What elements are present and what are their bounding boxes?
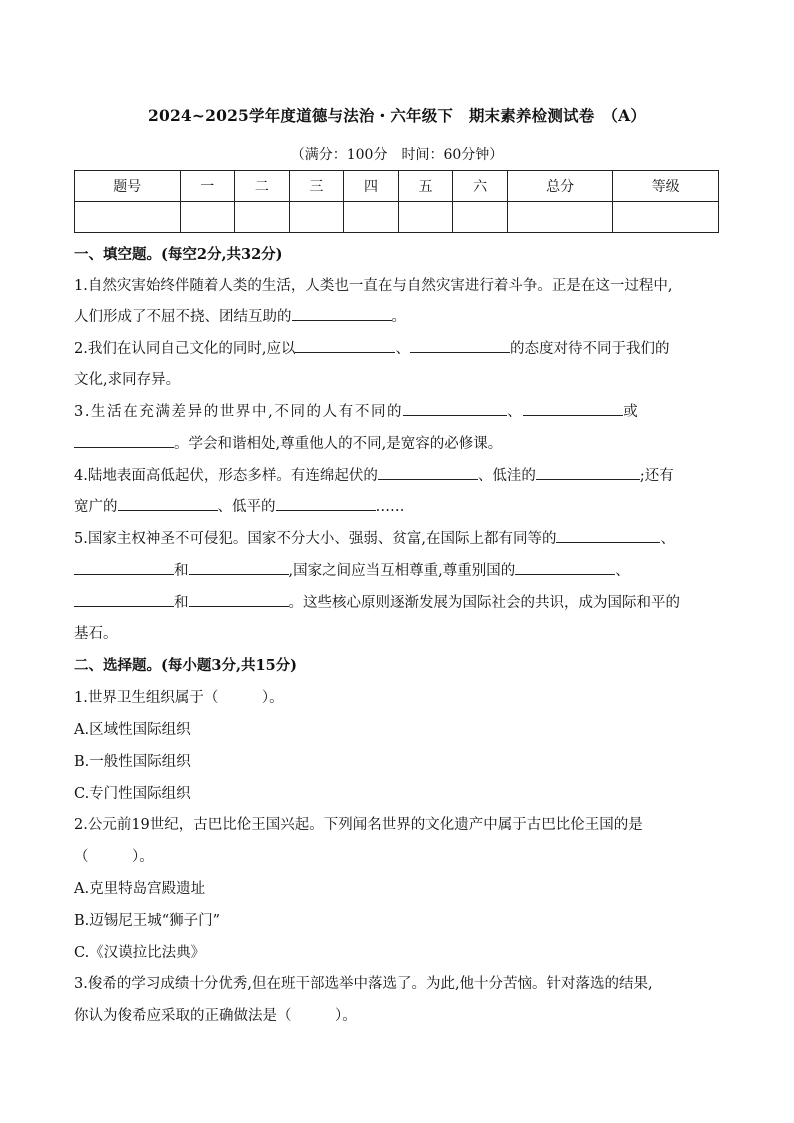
fill-q3-or: 或 (623, 404, 640, 420)
score-table-header: 六 (453, 171, 508, 202)
answer-blank[interactable] (292, 306, 392, 321)
score-cell (453, 202, 508, 233)
answer-blank[interactable] (556, 528, 660, 543)
score-table-header: 五 (398, 171, 453, 202)
choice-q1-option-a[interactable]: A.区域性国际组织 (74, 722, 191, 738)
score-table-header: 等级 (613, 171, 719, 202)
fill-q5-line1 (74, 527, 675, 548)
fill-q4-flat: 、低平的 (217, 499, 276, 515)
section-2-heading: 二、选择题。(每小题3分,共15分) (74, 657, 298, 674)
score-table-header: 题号 (75, 171, 181, 202)
choice-q2-option-c[interactable]: C.《汉谟拉比法典》 (74, 945, 206, 961)
score-cell (344, 202, 399, 233)
choice-q1-option-b[interactable]: B.一般性国际组织 (74, 754, 191, 770)
answer-blank[interactable] (189, 592, 289, 607)
score-table-header: 三 (289, 171, 344, 202)
score-table-header: 二 (235, 171, 290, 202)
fill-q4-text: 4.陆地表面高低起伏，形态多样。有连绵起伏的 (74, 468, 378, 484)
score-cell (235, 202, 290, 233)
fill-q3-cont: 。学会和谐相处,尊重他人的不同,是宽容的必修课。 (174, 436, 503, 452)
score-cell (180, 202, 235, 233)
fill-q1-text: 人们形成了不屈不挠、团结互助的 (74, 309, 292, 325)
fill-q2-line2: 文化,求同存异。 (74, 372, 181, 388)
fill-q5-line4: 基石。 (74, 626, 118, 642)
fill-q2-sep: 、 (395, 341, 410, 357)
score-table (74, 170, 719, 233)
score-cell (289, 202, 344, 233)
fill-q4-ellipsis: …… (375, 499, 405, 515)
answer-blank[interactable] (118, 496, 218, 511)
score-cell (398, 202, 453, 233)
score-table-header: 四 (344, 171, 399, 202)
fill-q5-text: 5.国家主权神圣不可侵犯。国家不分大小、强弱、贫富,在国际上都有同等的 (74, 531, 557, 547)
answer-blank[interactable] (74, 560, 174, 575)
exam-title: 2024~2025学年度道德与法治・六年级下 期末素养检测试卷 （A） (147, 106, 647, 125)
fill-q5-line3 (74, 591, 680, 612)
fill-q1-line1: 1.自然灾害始终伴随着人类的生活，人类也一直在与自然灾害进行着斗争。正是在这一过程中, (74, 278, 673, 294)
fill-q2-line1 (74, 337, 669, 358)
fill-q4-low: 、低洼的 (477, 468, 536, 484)
fill-q5-line2 (74, 559, 630, 580)
answer-blank[interactable] (523, 401, 623, 416)
fill-q4-line2 (74, 495, 405, 516)
choice-q2-stem-line1: 2.公元前19世纪，古巴比伦王国兴起。下列闻名世界的文化遗产中属于古巴比伦王国的是 (74, 817, 643, 833)
exam-subtitle: （满分：100分 时间：60分钟） (290, 147, 504, 163)
answer-blank[interactable] (189, 560, 289, 575)
fill-q2-text: 2.我们在认同自己文化的同时,应以 (74, 341, 296, 357)
answer-blank[interactable] (403, 401, 507, 416)
score-table-header-row (75, 171, 719, 202)
answer-blank[interactable] (295, 338, 395, 353)
fill-q4-wide: 宽广的 (74, 499, 118, 515)
fill-q5-sep: 、 (660, 531, 675, 547)
fill-q4-also: ;还有 (639, 468, 674, 484)
answer-blank[interactable] (515, 560, 615, 575)
answer-blank[interactable] (276, 496, 376, 511)
score-cell (507, 202, 613, 233)
choice-q3-stem-line1: 3.俊希的学习成绩十分优秀,但在班干部选举中落选了。为此,他十分苦恼。针对落选的结果, (74, 976, 653, 992)
fill-q5-cont: ,国家之间应当互相尊重,尊重别国的 (288, 563, 516, 579)
choice-q1-stem: 1.世界卫生组织属于（ ）。 (74, 690, 284, 706)
section-1-heading: 一、填空题。(每空2分,共32分) (74, 246, 283, 263)
fill-q3-sep: 、 (507, 404, 524, 420)
fill-q1-line2 (74, 305, 406, 326)
fill-q5-and: 和 (174, 563, 189, 579)
score-table-header: 一 (180, 171, 235, 202)
score-table-header: 总分 (507, 171, 613, 202)
fill-q5-and2: 和 (174, 595, 189, 611)
answer-blank[interactable] (74, 433, 174, 448)
fill-q3-text: 3.生活在充满差异的世界中,不同的人有不同的 (74, 404, 404, 420)
choice-q3-stem-line2: 你认为俊希应采取的正确做法是（ ）。 (74, 1008, 357, 1024)
choice-q2-option-a[interactable]: A.克里特岛宫殿遗址 (74, 881, 206, 897)
fill-q3-line1 (74, 400, 639, 421)
answer-blank[interactable] (410, 338, 510, 353)
choice-q2-stem-line2: （ ）。 (74, 849, 154, 865)
fill-q1-end: 。 (391, 309, 406, 325)
fill-q4-line1 (74, 464, 674, 485)
fill-q2-cont: 的态度对待不同于我们的 (509, 341, 670, 357)
fill-q3-line2 (74, 432, 502, 453)
fill-q5-sep2: 、 (615, 563, 630, 579)
choice-q1-option-c[interactable]: C.专门性国际组织 (74, 786, 191, 802)
score-table-entry-row (75, 202, 719, 233)
fill-q5-end: 。这些核心原则逐渐发展为国际社会的共识，成为国际和平的 (288, 595, 680, 611)
choice-q2-option-b[interactable]: B.迈锡尼王城“狮子门” (74, 913, 221, 929)
score-cell (613, 202, 719, 233)
answer-blank[interactable] (378, 465, 478, 480)
answer-blank[interactable] (536, 465, 640, 480)
answer-blank[interactable] (74, 592, 174, 607)
score-cell (75, 202, 181, 233)
